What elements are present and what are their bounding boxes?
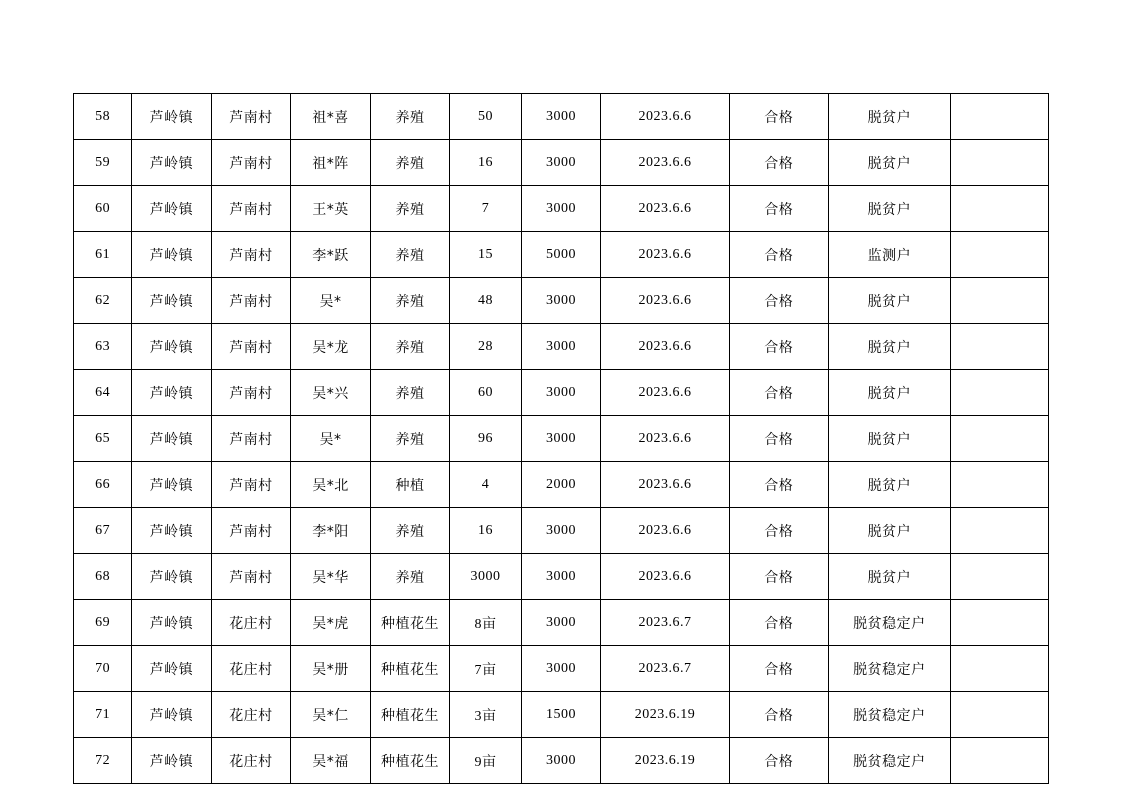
cell-qty: 7亩 <box>450 646 521 692</box>
cell-village: 芦南村 <box>211 278 291 324</box>
cell-village: 花庄村 <box>211 738 291 784</box>
cell-town: 芦岭镇 <box>132 278 212 324</box>
cell-town: 芦岭镇 <box>132 508 212 554</box>
cell-check: 合格 <box>729 646 828 692</box>
cell-no: 60 <box>74 186 132 232</box>
cell-qty: 3亩 <box>450 692 521 738</box>
cell-name: 吴*仁 <box>291 692 371 738</box>
cell-type: 脱贫稳定户 <box>828 738 950 784</box>
table-row <box>74 600 1049 646</box>
cell-name: 李*跃 <box>291 232 371 278</box>
cell-date: 2023.6.7 <box>601 646 730 692</box>
table-row <box>74 232 1049 278</box>
cell-date: 2023.6.7 <box>601 600 730 646</box>
cell-qty: 7 <box>450 186 521 232</box>
cell-check: 合格 <box>729 462 828 508</box>
cell-name: 吴* <box>291 278 371 324</box>
cell-date: 2023.6.19 <box>601 738 730 784</box>
cell-category: 养殖 <box>370 508 450 554</box>
cell-no: 59 <box>74 140 132 186</box>
cell-type: 脱贫户 <box>828 462 950 508</box>
cell-category: 养殖 <box>370 278 450 324</box>
cell-remark <box>951 370 1049 416</box>
cell-amount: 1500 <box>521 692 601 738</box>
cell-remark <box>951 140 1049 186</box>
cell-date: 2023.6.6 <box>601 508 730 554</box>
cell-check: 合格 <box>729 738 828 784</box>
cell-town: 芦岭镇 <box>132 324 212 370</box>
cell-amount: 2000 <box>521 462 601 508</box>
cell-qty: 8亩 <box>450 600 521 646</box>
cell-no: 63 <box>74 324 132 370</box>
cell-remark <box>951 278 1049 324</box>
cell-village: 芦南村 <box>211 508 291 554</box>
cell-town: 芦岭镇 <box>132 692 212 738</box>
cell-no: 66 <box>74 462 132 508</box>
cell-check: 合格 <box>729 508 828 554</box>
cell-amount: 3000 <box>521 600 601 646</box>
cell-check: 合格 <box>729 692 828 738</box>
cell-type: 监测户 <box>828 232 950 278</box>
cell-category: 养殖 <box>370 94 450 140</box>
cell-remark <box>951 416 1049 462</box>
cell-type: 脱贫户 <box>828 186 950 232</box>
cell-type: 脱贫稳定户 <box>828 692 950 738</box>
cell-qty: 96 <box>450 416 521 462</box>
cell-check: 合格 <box>729 278 828 324</box>
cell-remark <box>951 738 1049 784</box>
cell-qty: 9亩 <box>450 738 521 784</box>
cell-amount: 3000 <box>521 508 601 554</box>
table-row <box>74 278 1049 324</box>
cell-remark <box>951 508 1049 554</box>
cell-amount: 3000 <box>521 140 601 186</box>
cell-category: 种植 <box>370 462 450 508</box>
cell-remark <box>951 232 1049 278</box>
table-row <box>74 416 1049 462</box>
cell-date: 2023.6.6 <box>601 324 730 370</box>
cell-amount: 3000 <box>521 324 601 370</box>
cell-no: 69 <box>74 600 132 646</box>
cell-name: 吴*北 <box>291 462 371 508</box>
cell-date: 2023.6.6 <box>601 554 730 600</box>
table-row <box>74 738 1049 784</box>
cell-type: 脱贫稳定户 <box>828 600 950 646</box>
cell-village: 芦南村 <box>211 370 291 416</box>
cell-type: 脱贫户 <box>828 324 950 370</box>
cell-village: 花庄村 <box>211 646 291 692</box>
cell-amount: 3000 <box>521 646 601 692</box>
cell-date: 2023.6.6 <box>601 94 730 140</box>
cell-name: 吴*虎 <box>291 600 371 646</box>
cell-remark <box>951 692 1049 738</box>
cell-type: 脱贫户 <box>828 140 950 186</box>
cell-town: 芦岭镇 <box>132 140 212 186</box>
cell-category: 种植花生 <box>370 646 450 692</box>
cell-check: 合格 <box>729 140 828 186</box>
cell-town: 芦岭镇 <box>132 600 212 646</box>
cell-qty: 16 <box>450 508 521 554</box>
cell-village: 芦南村 <box>211 324 291 370</box>
table-row <box>74 646 1049 692</box>
cell-no: 58 <box>74 94 132 140</box>
cell-name: 吴*龙 <box>291 324 371 370</box>
cell-date: 2023.6.6 <box>601 232 730 278</box>
cell-remark <box>951 554 1049 600</box>
cell-village: 芦南村 <box>211 186 291 232</box>
cell-category: 种植花生 <box>370 692 450 738</box>
cell-category: 养殖 <box>370 324 450 370</box>
cell-town: 芦岭镇 <box>132 232 212 278</box>
cell-check: 合格 <box>729 324 828 370</box>
cell-name: 祖*阵 <box>291 140 371 186</box>
cell-no: 68 <box>74 554 132 600</box>
cell-check: 合格 <box>729 232 828 278</box>
cell-amount: 3000 <box>521 94 601 140</box>
cell-town: 芦岭镇 <box>132 94 212 140</box>
cell-date: 2023.6.6 <box>601 186 730 232</box>
subsidy-table <box>73 93 1049 784</box>
cell-town: 芦岭镇 <box>132 646 212 692</box>
cell-name: 祖*喜 <box>291 94 371 140</box>
cell-qty: 60 <box>450 370 521 416</box>
table-row <box>74 370 1049 416</box>
cell-village: 芦南村 <box>211 416 291 462</box>
cell-no: 67 <box>74 508 132 554</box>
cell-village: 花庄村 <box>211 600 291 646</box>
cell-qty: 48 <box>450 278 521 324</box>
cell-amount: 3000 <box>521 278 601 324</box>
cell-no: 64 <box>74 370 132 416</box>
cell-qty: 28 <box>450 324 521 370</box>
table-row <box>74 140 1049 186</box>
cell-qty: 3000 <box>450 554 521 600</box>
cell-date: 2023.6.6 <box>601 416 730 462</box>
cell-town: 芦岭镇 <box>132 738 212 784</box>
cell-type: 脱贫户 <box>828 508 950 554</box>
cell-town: 芦岭镇 <box>132 462 212 508</box>
cell-town: 芦岭镇 <box>132 370 212 416</box>
cell-village: 芦南村 <box>211 232 291 278</box>
cell-no: 72 <box>74 738 132 784</box>
cell-qty: 15 <box>450 232 521 278</box>
cell-type: 脱贫户 <box>828 554 950 600</box>
cell-date: 2023.6.6 <box>601 140 730 186</box>
cell-category: 养殖 <box>370 232 450 278</box>
cell-village: 芦南村 <box>211 462 291 508</box>
table-body <box>74 94 1049 784</box>
cell-name: 吴*册 <box>291 646 371 692</box>
cell-qty: 4 <box>450 462 521 508</box>
cell-category: 养殖 <box>370 140 450 186</box>
table-row <box>74 554 1049 600</box>
cell-category: 养殖 <box>370 186 450 232</box>
cell-category: 种植花生 <box>370 738 450 784</box>
cell-no: 61 <box>74 232 132 278</box>
cell-name: 吴*华 <box>291 554 371 600</box>
cell-qty: 16 <box>450 140 521 186</box>
cell-name: 吴* <box>291 416 371 462</box>
cell-no: 62 <box>74 278 132 324</box>
cell-remark <box>951 462 1049 508</box>
table-row <box>74 508 1049 554</box>
cell-remark <box>951 324 1049 370</box>
cell-no: 70 <box>74 646 132 692</box>
table-row <box>74 324 1049 370</box>
cell-type: 脱贫户 <box>828 94 950 140</box>
table-row <box>74 186 1049 232</box>
cell-village: 芦南村 <box>211 554 291 600</box>
cell-remark <box>951 646 1049 692</box>
cell-qty: 50 <box>450 94 521 140</box>
cell-check: 合格 <box>729 94 828 140</box>
cell-type: 脱贫户 <box>828 416 950 462</box>
cell-date: 2023.6.19 <box>601 692 730 738</box>
cell-remark <box>951 94 1049 140</box>
cell-check: 合格 <box>729 600 828 646</box>
cell-town: 芦岭镇 <box>132 416 212 462</box>
cell-remark <box>951 186 1049 232</box>
cell-amount: 3000 <box>521 416 601 462</box>
cell-check: 合格 <box>729 370 828 416</box>
cell-name: 吴*兴 <box>291 370 371 416</box>
cell-amount: 5000 <box>521 232 601 278</box>
cell-category: 养殖 <box>370 370 450 416</box>
cell-type: 脱贫户 <box>828 370 950 416</box>
cell-check: 合格 <box>729 416 828 462</box>
cell-date: 2023.6.6 <box>601 278 730 324</box>
table-row <box>74 462 1049 508</box>
cell-village: 芦南村 <box>211 140 291 186</box>
cell-category: 养殖 <box>370 554 450 600</box>
cell-date: 2023.6.6 <box>601 462 730 508</box>
cell-name: 李*阳 <box>291 508 371 554</box>
cell-type: 脱贫户 <box>828 278 950 324</box>
cell-date: 2023.6.6 <box>601 370 730 416</box>
cell-village: 花庄村 <box>211 692 291 738</box>
cell-amount: 3000 <box>521 738 601 784</box>
cell-no: 71 <box>74 692 132 738</box>
cell-amount: 3000 <box>521 554 601 600</box>
table-row <box>74 94 1049 140</box>
cell-village: 芦南村 <box>211 94 291 140</box>
cell-category: 养殖 <box>370 416 450 462</box>
cell-town: 芦岭镇 <box>132 554 212 600</box>
cell-no: 65 <box>74 416 132 462</box>
cell-remark <box>951 600 1049 646</box>
cell-category: 种植花生 <box>370 600 450 646</box>
cell-amount: 3000 <box>521 370 601 416</box>
cell-town: 芦岭镇 <box>132 186 212 232</box>
cell-name: 吴*福 <box>291 738 371 784</box>
cell-name: 王*英 <box>291 186 371 232</box>
cell-check: 合格 <box>729 186 828 232</box>
cell-amount: 3000 <box>521 186 601 232</box>
table-container <box>73 93 1049 784</box>
cell-check: 合格 <box>729 554 828 600</box>
table-row <box>74 692 1049 738</box>
cell-type: 脱贫稳定户 <box>828 646 950 692</box>
